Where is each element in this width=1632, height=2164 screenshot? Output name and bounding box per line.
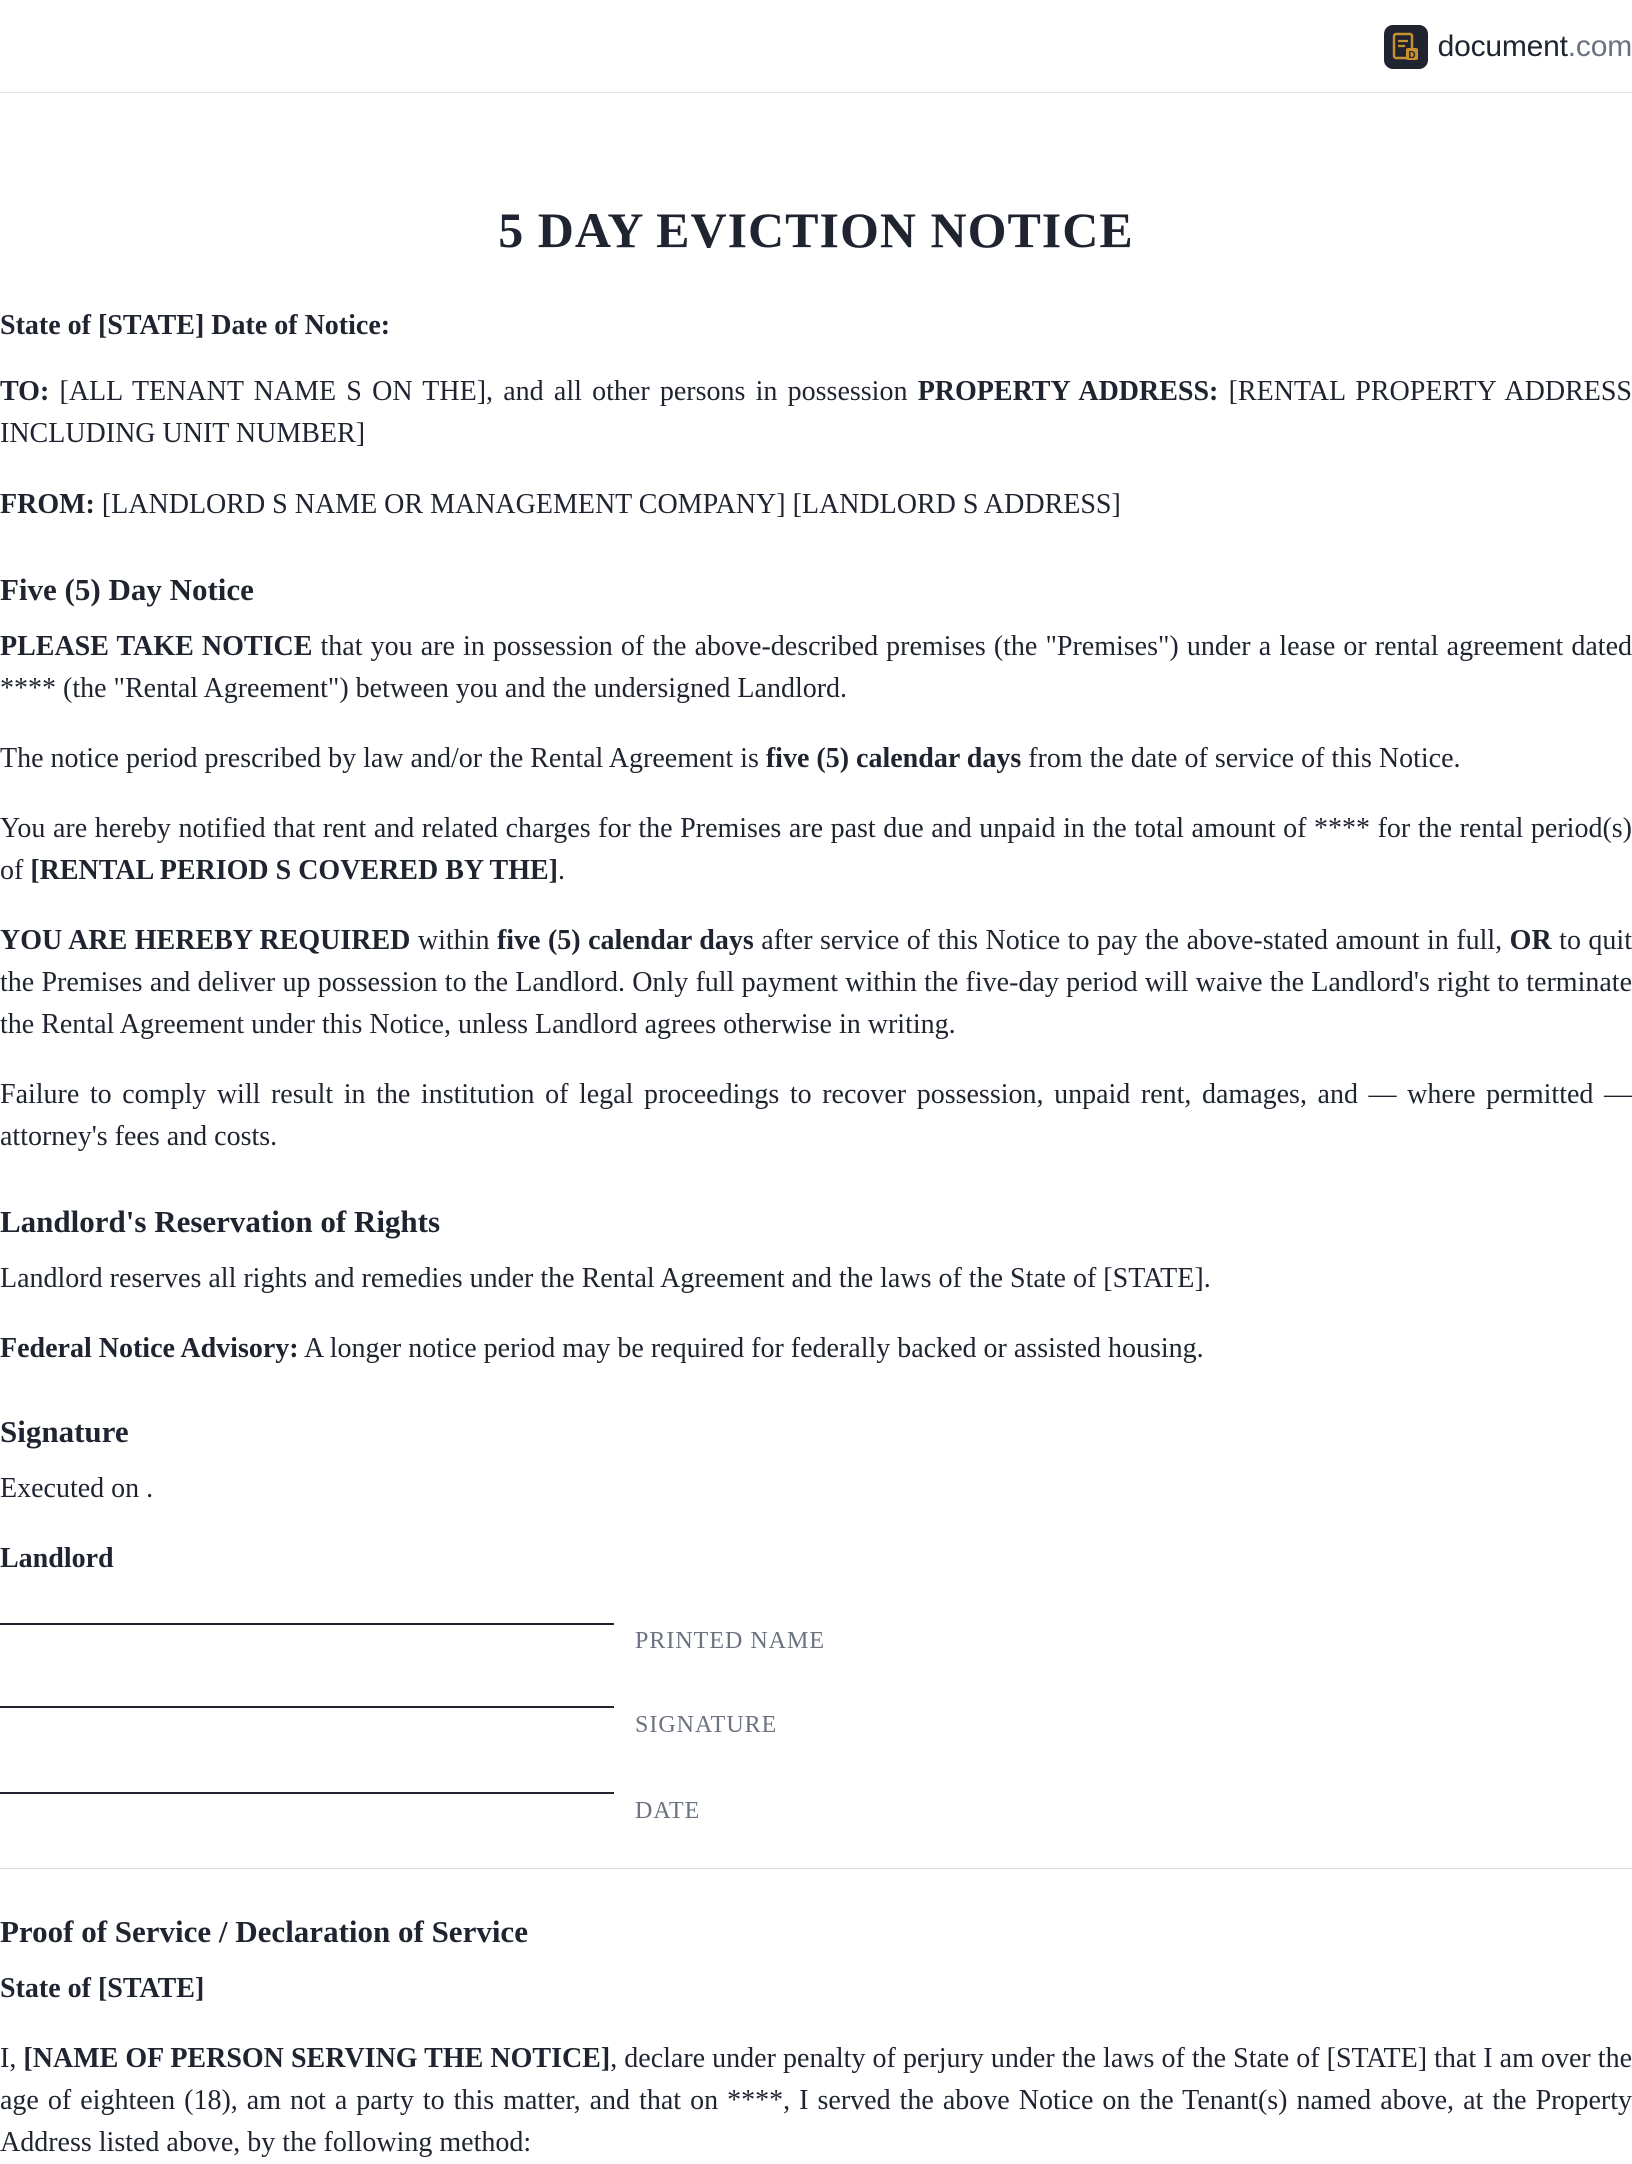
rights-heading: Landlord's Reservation of Rights <box>0 1204 441 1239</box>
section-divider <box>0 1868 1632 1869</box>
required-paragraph: YOU ARE HEREBY REQUIRED within five (5) calendar days after service of this Notice to pay the above-stated amount in full, OR to quit the Premises and deliver up possession to the Landlord. Only full payment within the five-day period will waive the Landlord's right to terminate the Rental Agreement under this Notice, unless Landlord agrees otherwise in writing. <box>0 925 1632 1040</box>
executed-on-text: Executed on . <box>0 1473 154 1504</box>
signature-heading: Signature <box>0 1414 129 1449</box>
date-line[interactable] <box>0 1792 614 1794</box>
signature-line[interactable] <box>0 1706 614 1708</box>
from-paragraph: FROM: [LANDLORD S NAME OR MANAGEMENT COMPANY] [LANDLORD S ADDRESS] <box>0 489 1121 520</box>
failure-paragraph: Failure to comply will result in the institution of legal proceedings to recover possession, unpaid rent, damages, and — where permitted — attorney's fees and costs. <box>0 1079 1632 1152</box>
landlord-label: Landlord <box>0 1543 114 1574</box>
rent-due-paragraph: You are hereby notified that rent and related charges for the Premises are past due and unpaid in the total amount of **** for the rental period(s) of [RENTAL PERIOD S COVERED BY THE]. <box>0 813 1632 886</box>
notice-paragraph: PLEASE TAKE NOTICE that you are in possession of the above-described premises (the "Premises") under a lease or rental agreement dated **** (the "Rental Agreement") between you and the undersigned Landlord. <box>0 631 1632 704</box>
declaration-paragraph: I, [NAME OF PERSON SERVING THE NOTICE], declare under penalty of perjury under the laws of the State of [STATE] that I am over the age of eighteen (18), am not a party to this matter, and that on ****, I served the above Notice on the Tenant(s) named above, at the Property Address listed above, by the following method: <box>0 2043 1632 2158</box>
printed-name-label: PRINTED NAME <box>635 1628 825 1654</box>
five-day-heading: Five (5) Day Notice <box>0 572 254 607</box>
signature-label: SIGNATURE <box>635 1712 778 1738</box>
rights-paragraph: Landlord reserves all rights and remedies under the Rental Agreement and the laws of the State of [STATE]. <box>0 1263 1211 1294</box>
advisory-paragraph: Federal Notice Advisory: A longer notice period may be required for federally backed or assisted housing. <box>0 1333 1204 1364</box>
proof-heading: Proof of Service / Declaration of Service <box>0 1914 528 1949</box>
proof-state-line: State of [STATE] <box>0 1973 205 2004</box>
brand-name: document.com <box>1437 30 1632 63</box>
printed-name-line[interactable] <box>0 1623 614 1625</box>
date-label: DATE <box>635 1798 701 1824</box>
state-date-line: State of [STATE] Date of Notice: <box>0 310 391 341</box>
svg-text:D: D <box>1408 50 1416 61</box>
to-paragraph: TO: [ALL TENANT NAME S ON THE], and all other persons in possession PROPERTY ADDRESS: [RENTAL PROPERTY ADDRESS INCLUDING UNIT NUMBER] <box>0 376 1632 449</box>
brand-logo[interactable] <box>1384 25 1632 69</box>
page-header <box>0 0 1632 93</box>
notice-period-paragraph: The notice period prescribed by law and/or the Rental Agreement is five (5) calendar days from the date of service of this Notice. <box>0 743 1461 774</box>
document-logo-icon <box>1384 25 1428 69</box>
document-title: 5 DAY EVICTION NOTICE <box>498 202 1134 258</box>
